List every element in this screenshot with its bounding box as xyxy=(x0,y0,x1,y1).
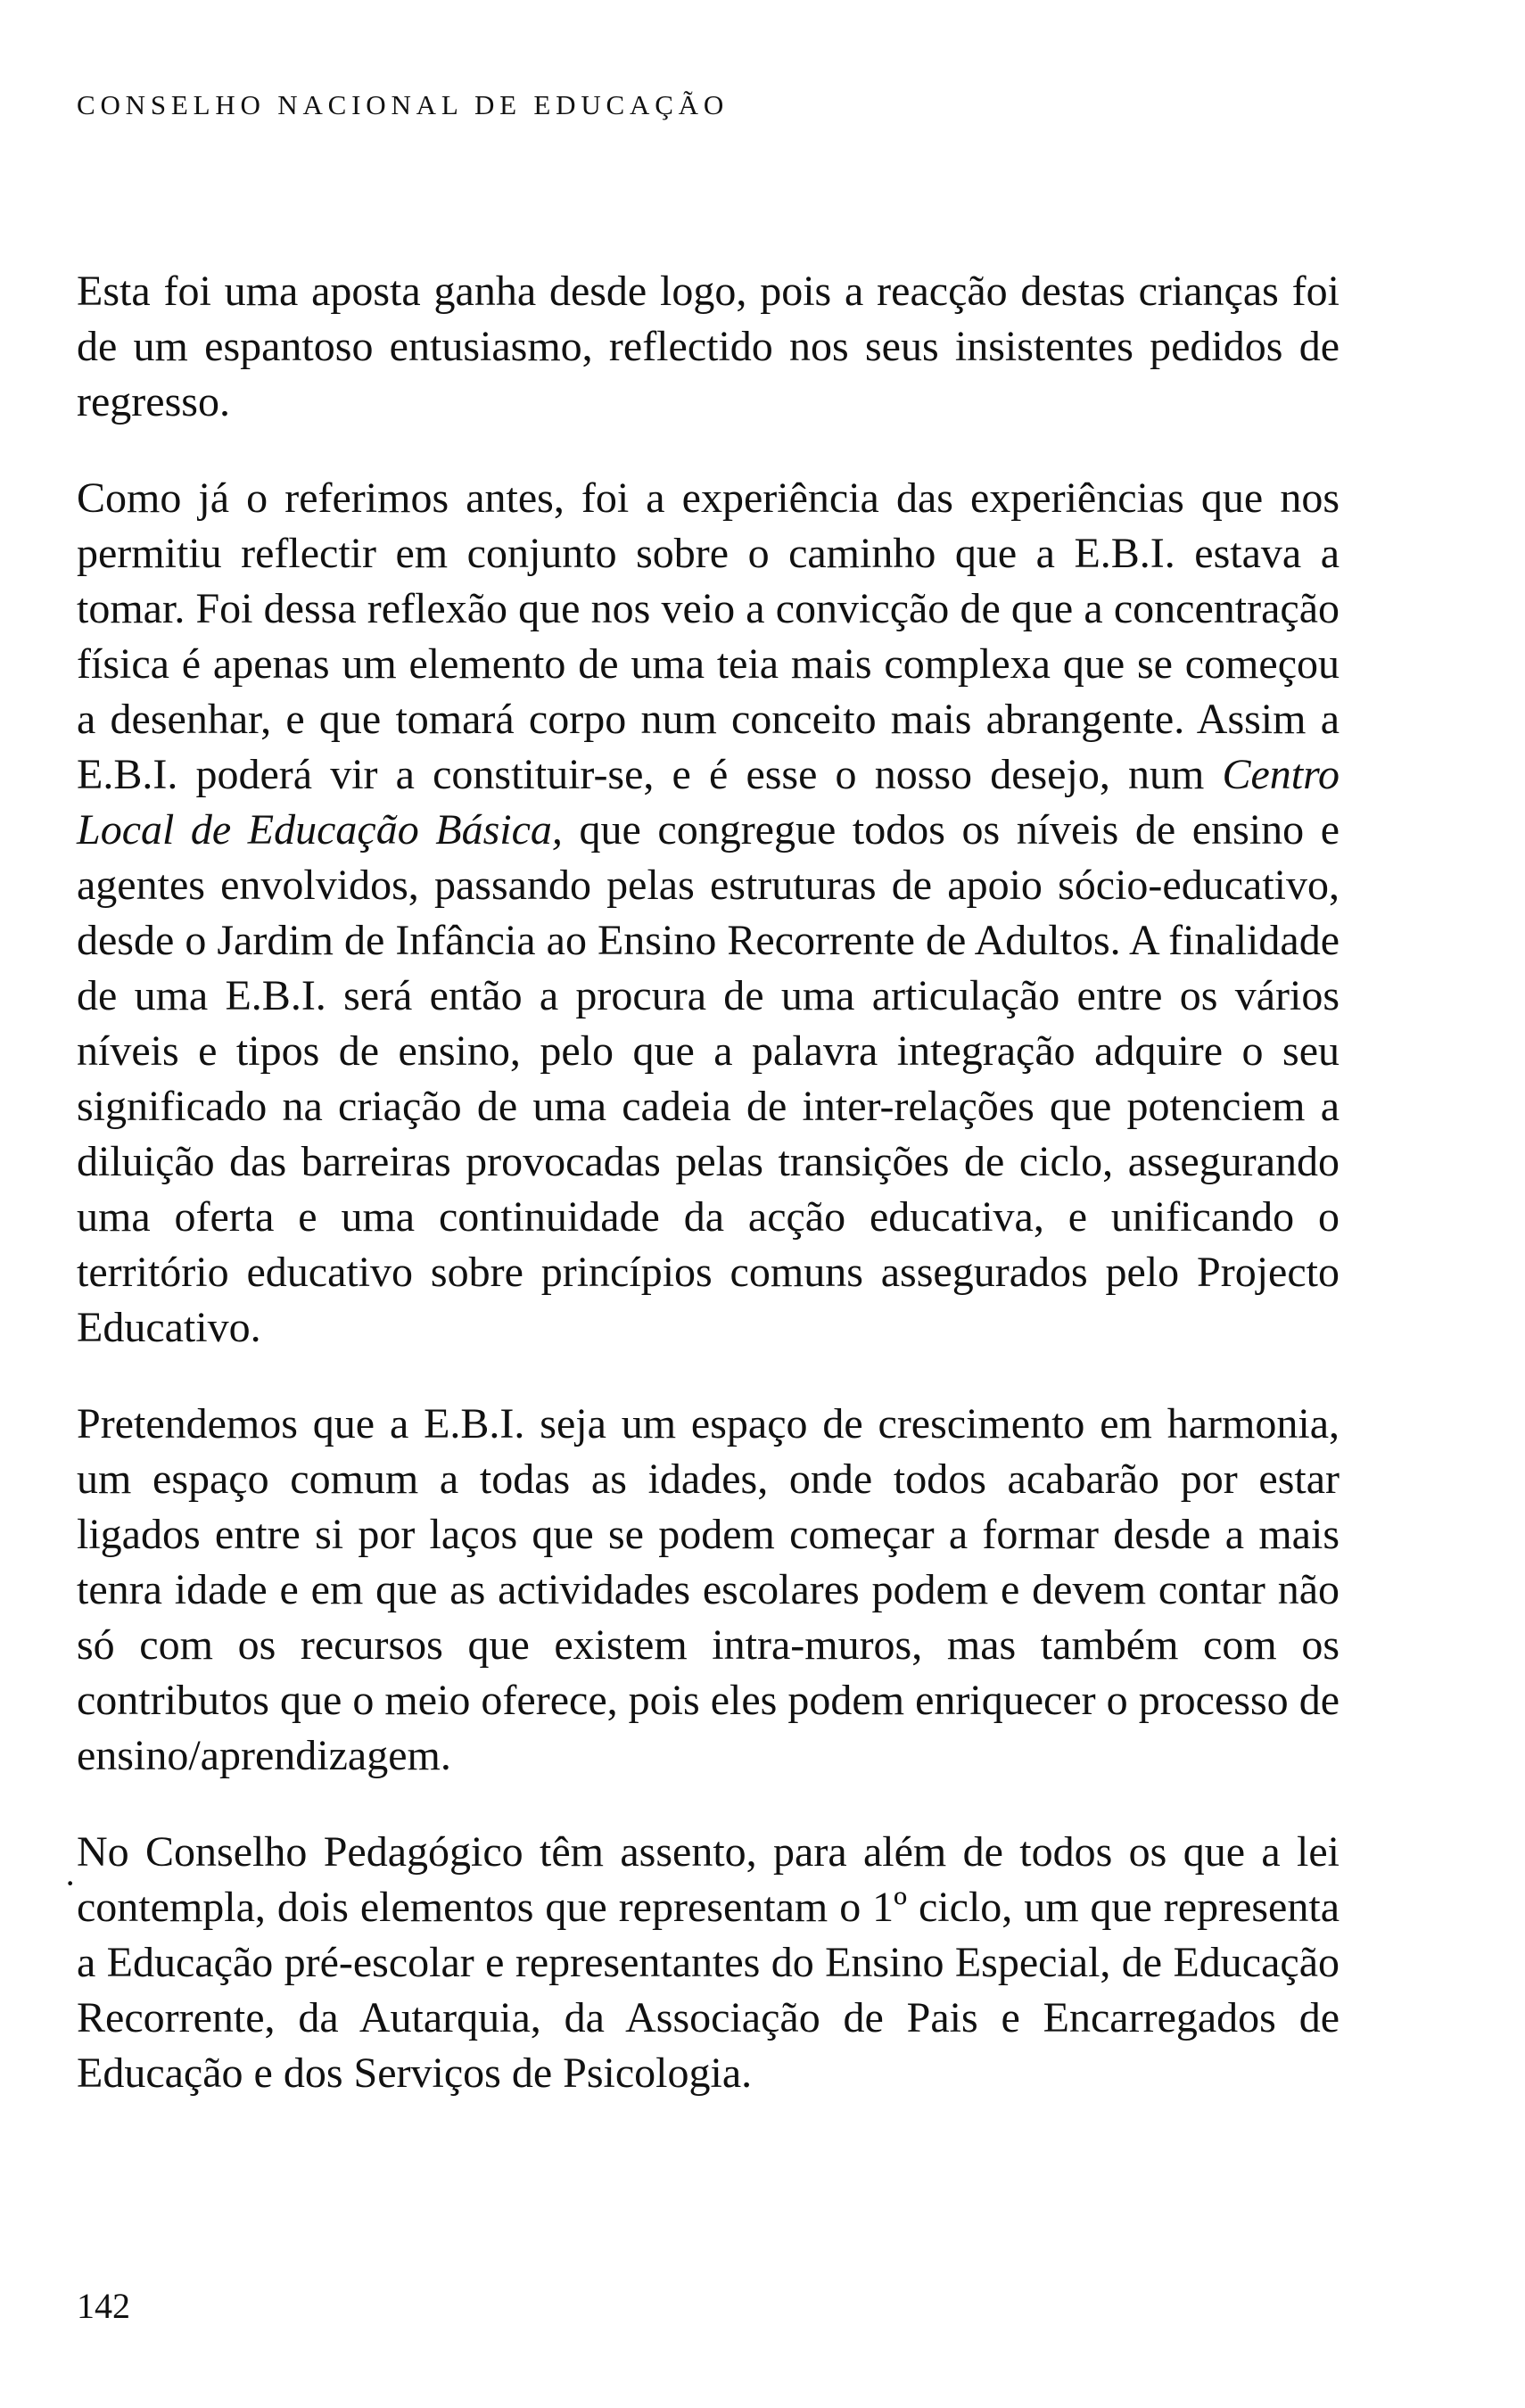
paragraph-2-text-start: Como já o referimos antes, foi a experiência das experiências que nos permitiu reflectir em conjunto sobre o caminho que a E.B.I. estava a tomar. Foi dessa reflexão que nos veio a convicção de que a concentração física é apenas um elemento de uma teia mais complexa que se começou a desenhar, e que tomará corpo num conceito mais abrangente. Assim a E.B.I. poderá vir a constituir-se, e é esse o nosso desejo, num xyxy=(77,474,1340,798)
margin-mark: · xyxy=(64,1863,77,1903)
italic-term: Centro Local de Educação Básica, xyxy=(77,751,1340,854)
paragraph-1: Esta foi uma aposta ganha desde logo, pois a reacção destas crianças foi de um espantoso entusiasmo, reflectido nos seus insistentes pedidos de regresso. xyxy=(77,268,1340,425)
paragraph-2 xyxy=(77,471,1340,1356)
paragraph-3: Pretendemos que a E.B.I. seja um espaço de crescimento em harmonia, um espaço comum a todas as idades, onde todos acabarão por estar ligados entre si por laços que se podem começar a formar desde a mais tenra idade e em que as actividades escolares podem e devem contar não só com os recursos que existem intra-muros, mas também com os contributos que o meio oferece, pois eles podem enriquecer o processo de ensino/aprendizagem. xyxy=(77,1400,1340,1779)
body-text xyxy=(77,264,1340,2101)
paragraph-4: No Conselho Pedagógico têm assento, para além de todos os que a lei contempla, dois elementos que representam o 1º ciclo, um que representa a Educação pré-escolar e representantes do Ensino Especial, de Educação Recorrente, da Autarquia, da Associação de Pais e Encarregados de Educação e dos Serviços de Psicologia. xyxy=(77,1828,1340,2097)
running-header: CONSELHO NACIONAL DE EDUCAÇÃO xyxy=(77,89,730,120)
paragraph-2-text-end: que congregue todos os níveis de ensino e agentes envolvidos, passando pelas estruturas de apoio sócio-educativo, desde o Jardim de Infância ao Ensino Recorrente de Adultos. A finalidade de uma E.B.I. será então a procura de uma articulação entre os vários níveis e tipos de ensino, pelo que a palavra integração adquire o seu significado na criação de uma cadeia de inter-relações que potenciem a diluição das barreiras provocadas pelas transições de ciclo, assegurando uma oferta e uma continuidade da acção educativa, e unificando o território educativo sobre princípios comuns assegurados pelo Projecto Educativo. xyxy=(77,806,1340,1351)
page-number: 142 xyxy=(77,2286,130,2326)
